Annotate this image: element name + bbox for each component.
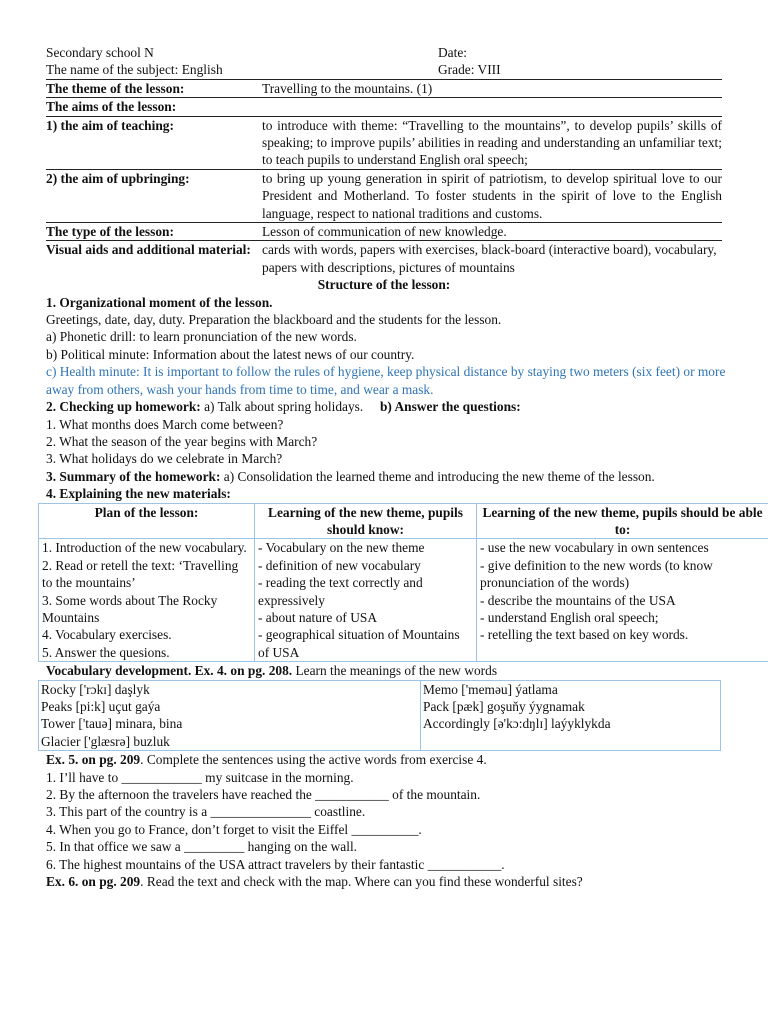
vocab-item: Accordingly [ə'kɔ:dŋlɪ] laýyklykda (423, 716, 611, 732)
section-4-title: 4. Explaining the new materials: (46, 486, 231, 502)
plan-header-cell: Plan of the lesson: (39, 503, 255, 539)
vocab-heading (46, 662, 722, 679)
vocab-instruction: Learn the meanings of the new words (292, 663, 498, 679)
meta-row-aims (46, 98, 722, 116)
vocab-item: Memo ['meməu] ýatlama (423, 681, 558, 697)
vocab-item: Rocky ['rɔkɪ] daşlyk (41, 681, 150, 697)
meta-value (262, 98, 722, 116)
section-1-title: 1. Organizational moment of the lesson. (46, 294, 273, 310)
section-2-part-b: b) Answer the questions: (379, 399, 521, 415)
ex5-sentence: 5. In that office we saw a _________ hanging on the wall. (46, 839, 358, 855)
vocab-item: Tower ['tauə] minara, bina (41, 716, 183, 732)
plan-table-body (39, 539, 768, 662)
section-3-text: a) Consolidation the learned theme and introducing the new theme of the lesson. (220, 468, 655, 484)
grade-label: Grade: VIII (438, 62, 501, 78)
ex6-heading (46, 873, 722, 890)
section-1-line: a) Phonetic drill: to learn pronunciation of the new words. (46, 329, 357, 345)
know-column: - Vocabulary on the new theme - definition of new vocabulary - reading the text correctly and expressively - about nature of USA - geographical situation of Mountains of USA (255, 539, 477, 662)
able-column: - use the new vocabulary in own sentences - give definition to the new words (to know pronunciation of the words) - describe the mountains of the USA - understand English oral speech; - retelling the text based on key words. (477, 539, 768, 662)
question-item: 2. What the season of the year begins with March? (46, 433, 318, 449)
meta-key: The type of the lesson: (46, 223, 262, 241)
ex6-instruction: . Read the text and check with the map. Where can you find these wonderful sites? (140, 874, 583, 890)
meta-row-aim-teaching (46, 116, 722, 169)
ex5-sentence: 3. This part of the country is a _______________ coastline. (46, 804, 366, 820)
vocab-right-column (421, 680, 721, 751)
section-3-title: 3. Summary of the homework: (46, 468, 221, 484)
vocab-title: Vocabulary development. Ex. 4. on pg. 208. (46, 663, 293, 679)
meta-key: Visual aids and additional material: (46, 241, 262, 276)
header-row-1 (46, 44, 722, 61)
health-minute: c) Health minute: It is important to follow the rules of hygiene, keep physical distance by staying two meters (six feet) or more away from others, wash your hands from time to time, and wear a mask. (46, 364, 726, 397)
section-2-title: 2. Checking up homework: (46, 399, 201, 415)
meta-value: to bring up young generation in spirit of patriotism, to develop spiritual love to our President and Motherland. To foster students in the spirit of love to the English language, respect to national traditions and customs. (262, 170, 722, 221)
meta-key: 2) the aim of upbringing: (46, 169, 262, 222)
section-1-line: b) Political minute: Information about the latest news of our country. (46, 346, 415, 362)
ex5-sentence: 4. When you go to France, don’t forget to visit the Eiffel __________. (46, 821, 422, 837)
vocab-table (38, 680, 721, 752)
meta-value: to introduce with theme: “Travelling to the mountains”, to develop pupils’ skills of speaking; to improve pupils’ abilities in reading and understanding an unfamiliar text; to teach pupils to understand English oral speech; (262, 117, 722, 168)
ex5-sentence: 6. The highest mountains of the USA attract travelers by their fantastic ___________. (46, 856, 505, 872)
date-label: Date: (438, 45, 467, 60)
meta-row-visual-aids (46, 241, 722, 276)
lesson-plan-page (41, 44, 763, 890)
section-2-part-a: a) Talk about spring holidays. (200, 399, 364, 415)
plan-header-cell: Learning of the new theme, pupils should be able to: (477, 503, 768, 539)
ex5-title: Ex. 5. on pg. 209 (46, 752, 141, 768)
vocab-row (39, 680, 721, 751)
question-item: 3. What holidays do we celebrate in March? (46, 451, 283, 467)
plan-table-header (39, 503, 768, 539)
meta-key: 1) the aim of teaching: (46, 116, 262, 169)
ex5-instruction: . Complete the sentences using the active words from exercise 4. (140, 752, 487, 768)
lesson-meta-table (46, 79, 722, 276)
question-item: 1. What months does March come between? (46, 416, 284, 432)
vocab-item: Pack [pæk] goşuňy ýygnamak (423, 699, 585, 714)
meta-row-type (46, 223, 722, 241)
ex5-sentence: 2. By the afternoon the travelers have reached the ___________ of the mountain. (46, 787, 481, 803)
ex5-sentence: 1. I’ll have to ____________ my suitcase in the morning. (46, 769, 354, 785)
school-name: Secondary school N (46, 45, 154, 60)
meta-key: The theme of the lesson: (46, 79, 262, 97)
meta-key: The aims of the lesson: (46, 98, 262, 116)
vocab-item: Peaks [pi:k] uçut gaýa (41, 699, 161, 714)
meta-row-aim-upbringing (46, 169, 722, 222)
meta-value: Lesson of communication of new knowledge. (262, 223, 722, 241)
ex5-heading (46, 751, 722, 768)
section-2-title-row (46, 398, 722, 415)
plan-column: 1. Introduction of the new vocabulary. 2. Read or retell the text: ‘Travelling to the mountains’ 3. Some words about The Rocky Mountains 4. Vocabulary exercises. 5. Answer the quesions. (39, 539, 255, 662)
vocab-item: Glacier ['glæsrə] buzluk (41, 733, 170, 749)
plan-header-cell: Learning of the new theme, pupils should know: (255, 503, 477, 539)
meta-value: cards with words, papers with exercises, black-board (interactive board), vocabulary, papers with descriptions, pictures of mountains (262, 241, 722, 276)
section-3 (46, 468, 722, 485)
meta-value: Travelling to the mountains. (1) (262, 79, 722, 97)
structure-title: Structure of the lesson: (317, 277, 451, 293)
ex6-title: Ex. 6. on pg. 209 (46, 874, 141, 890)
meta-row-theme (46, 79, 722, 97)
header-row-2 (46, 61, 722, 78)
vocab-left-column (39, 680, 421, 751)
plan-table (38, 503, 768, 663)
subject-name: The name of the subject: English (46, 62, 223, 78)
section-1-line: Greetings, date, day, duty. Preparation the blackboard and the students for the lesson. (46, 312, 502, 328)
